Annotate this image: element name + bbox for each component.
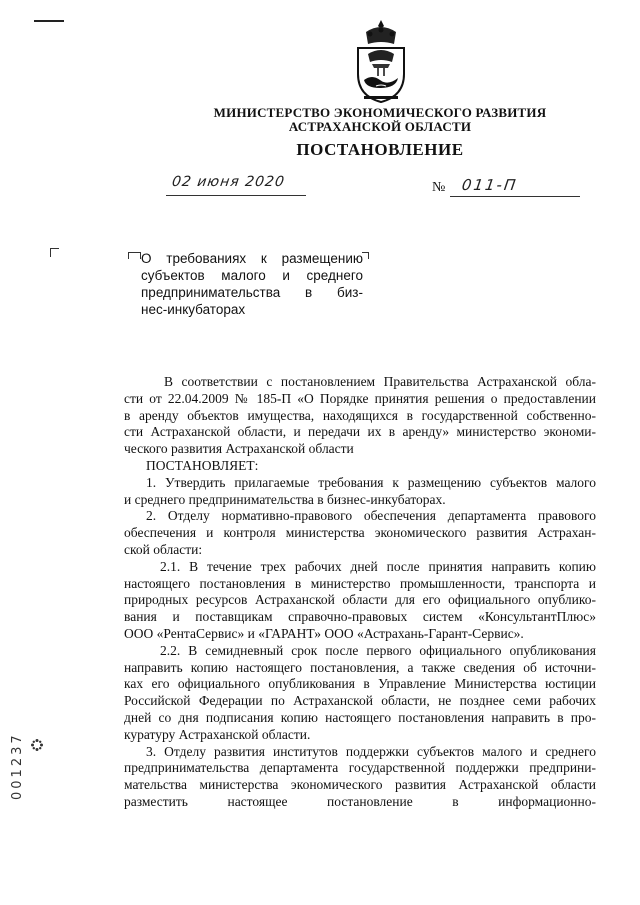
body-line: куратуру Астраханской области. [124,726,311,742]
body-line: разместить настоящее постановление в информационно- [124,793,596,809]
ministry-name [0,106,640,134]
subject-line: субъектов малого и среднего [141,268,363,283]
body-line: 3. Отделу развития институтов поддержки субъектов малого и среднего [146,743,596,759]
margin-serial-number: 001237 [10,732,25,800]
body-line: предпринимательства департамента государственной поддержки предприни- [124,760,596,776]
document-number: 011-П [460,176,519,194]
body-line: Российской Федерации по Астраханской области, не позднее семи рабочих [124,693,596,709]
body-line: ках его официального опубликования в Управление Министерства юстиции [124,676,596,692]
body-line: сти от 22.04.2009 № 185-П «О Порядке принятия решения о предоставлении [124,390,596,406]
body-line: сти Астраханской области, и передачи их в аренду» министерство экономи- [124,424,596,440]
flower-stamp-icon [30,738,44,752]
body-line: В соответствии с постановлением Правительства Астраханской обла- [164,374,596,389]
body-line: в аренду объектов имущества, находящихся в государственной собственно- [124,407,596,423]
body-line: и среднего предпринимательства в бизнес-инкубаторах. [124,491,446,507]
scan-mark [34,20,64,22]
body-line: 1. Утвердить прилагаемые требования к размещению субъектов малого [146,474,596,490]
document-date: 02 июня 2020 [170,174,286,190]
ministry-name-line1: МИНИСТЕРСТВО ЭКОНОМИЧЕСКОГО РАЗВИТИЯ [213,105,547,120]
body-line: вания и поставщикам справочно-правовых систем «КонсультантПлюс» [124,609,596,625]
body-line: ООО «РентаСервис» и «ГАРАНТ» ООО «Астрахань-Гарант-Сервис». [124,625,524,641]
ministry-name-line2: АСТРАХАНСКОЙ ОБЛАСТИ [288,119,472,134]
subject-bracket-right [362,252,369,259]
body-line: 2.2. В семидневный срок после первого официального опубликования [160,642,596,658]
number-label: № [432,180,446,195]
document-type: ПОСТАНОВЛЕНИЕ [296,140,464,159]
document-subject [141,250,363,318]
subject-line: предпринимательства в биз- [141,285,363,300]
subject-bracket-left-inner [134,252,141,259]
body-line: обеспечения и контроля министерства экономического развития Астрахан- [124,525,596,541]
body-line: природных ресурсов Астраханской области для его официального опублико- [124,592,596,608]
body-line: ПОСТАНОВЛЯЕТ: [146,457,259,473]
subject-line: нес-инкубаторах [141,302,246,317]
margin-corner-mark [50,248,59,257]
astrakhan-coat-of-arms-icon [350,18,412,104]
body-line: мательства министерства экономического развития Астраханской области [124,777,596,793]
body-line: дней со дня подписания копию настоящего постановления направить в про- [124,709,596,725]
document-body [124,374,596,811]
body-line: 2.1. В течение трех рабочих дней после принятия направить копию [160,558,596,574]
body-line: ской области: [124,541,203,557]
body-line: настоящего постановления в министерство промышленности, транспорта и [124,575,596,591]
body-line: 2. Отделу нормативно-правового обеспечения департамента правового [146,508,596,524]
body-line: направить копию настоящего постановления, а также сведения об источни- [124,659,596,675]
subject-line: О требованиях к размещению [141,251,363,266]
body-line: ческого развития Астраханской области [124,441,354,457]
